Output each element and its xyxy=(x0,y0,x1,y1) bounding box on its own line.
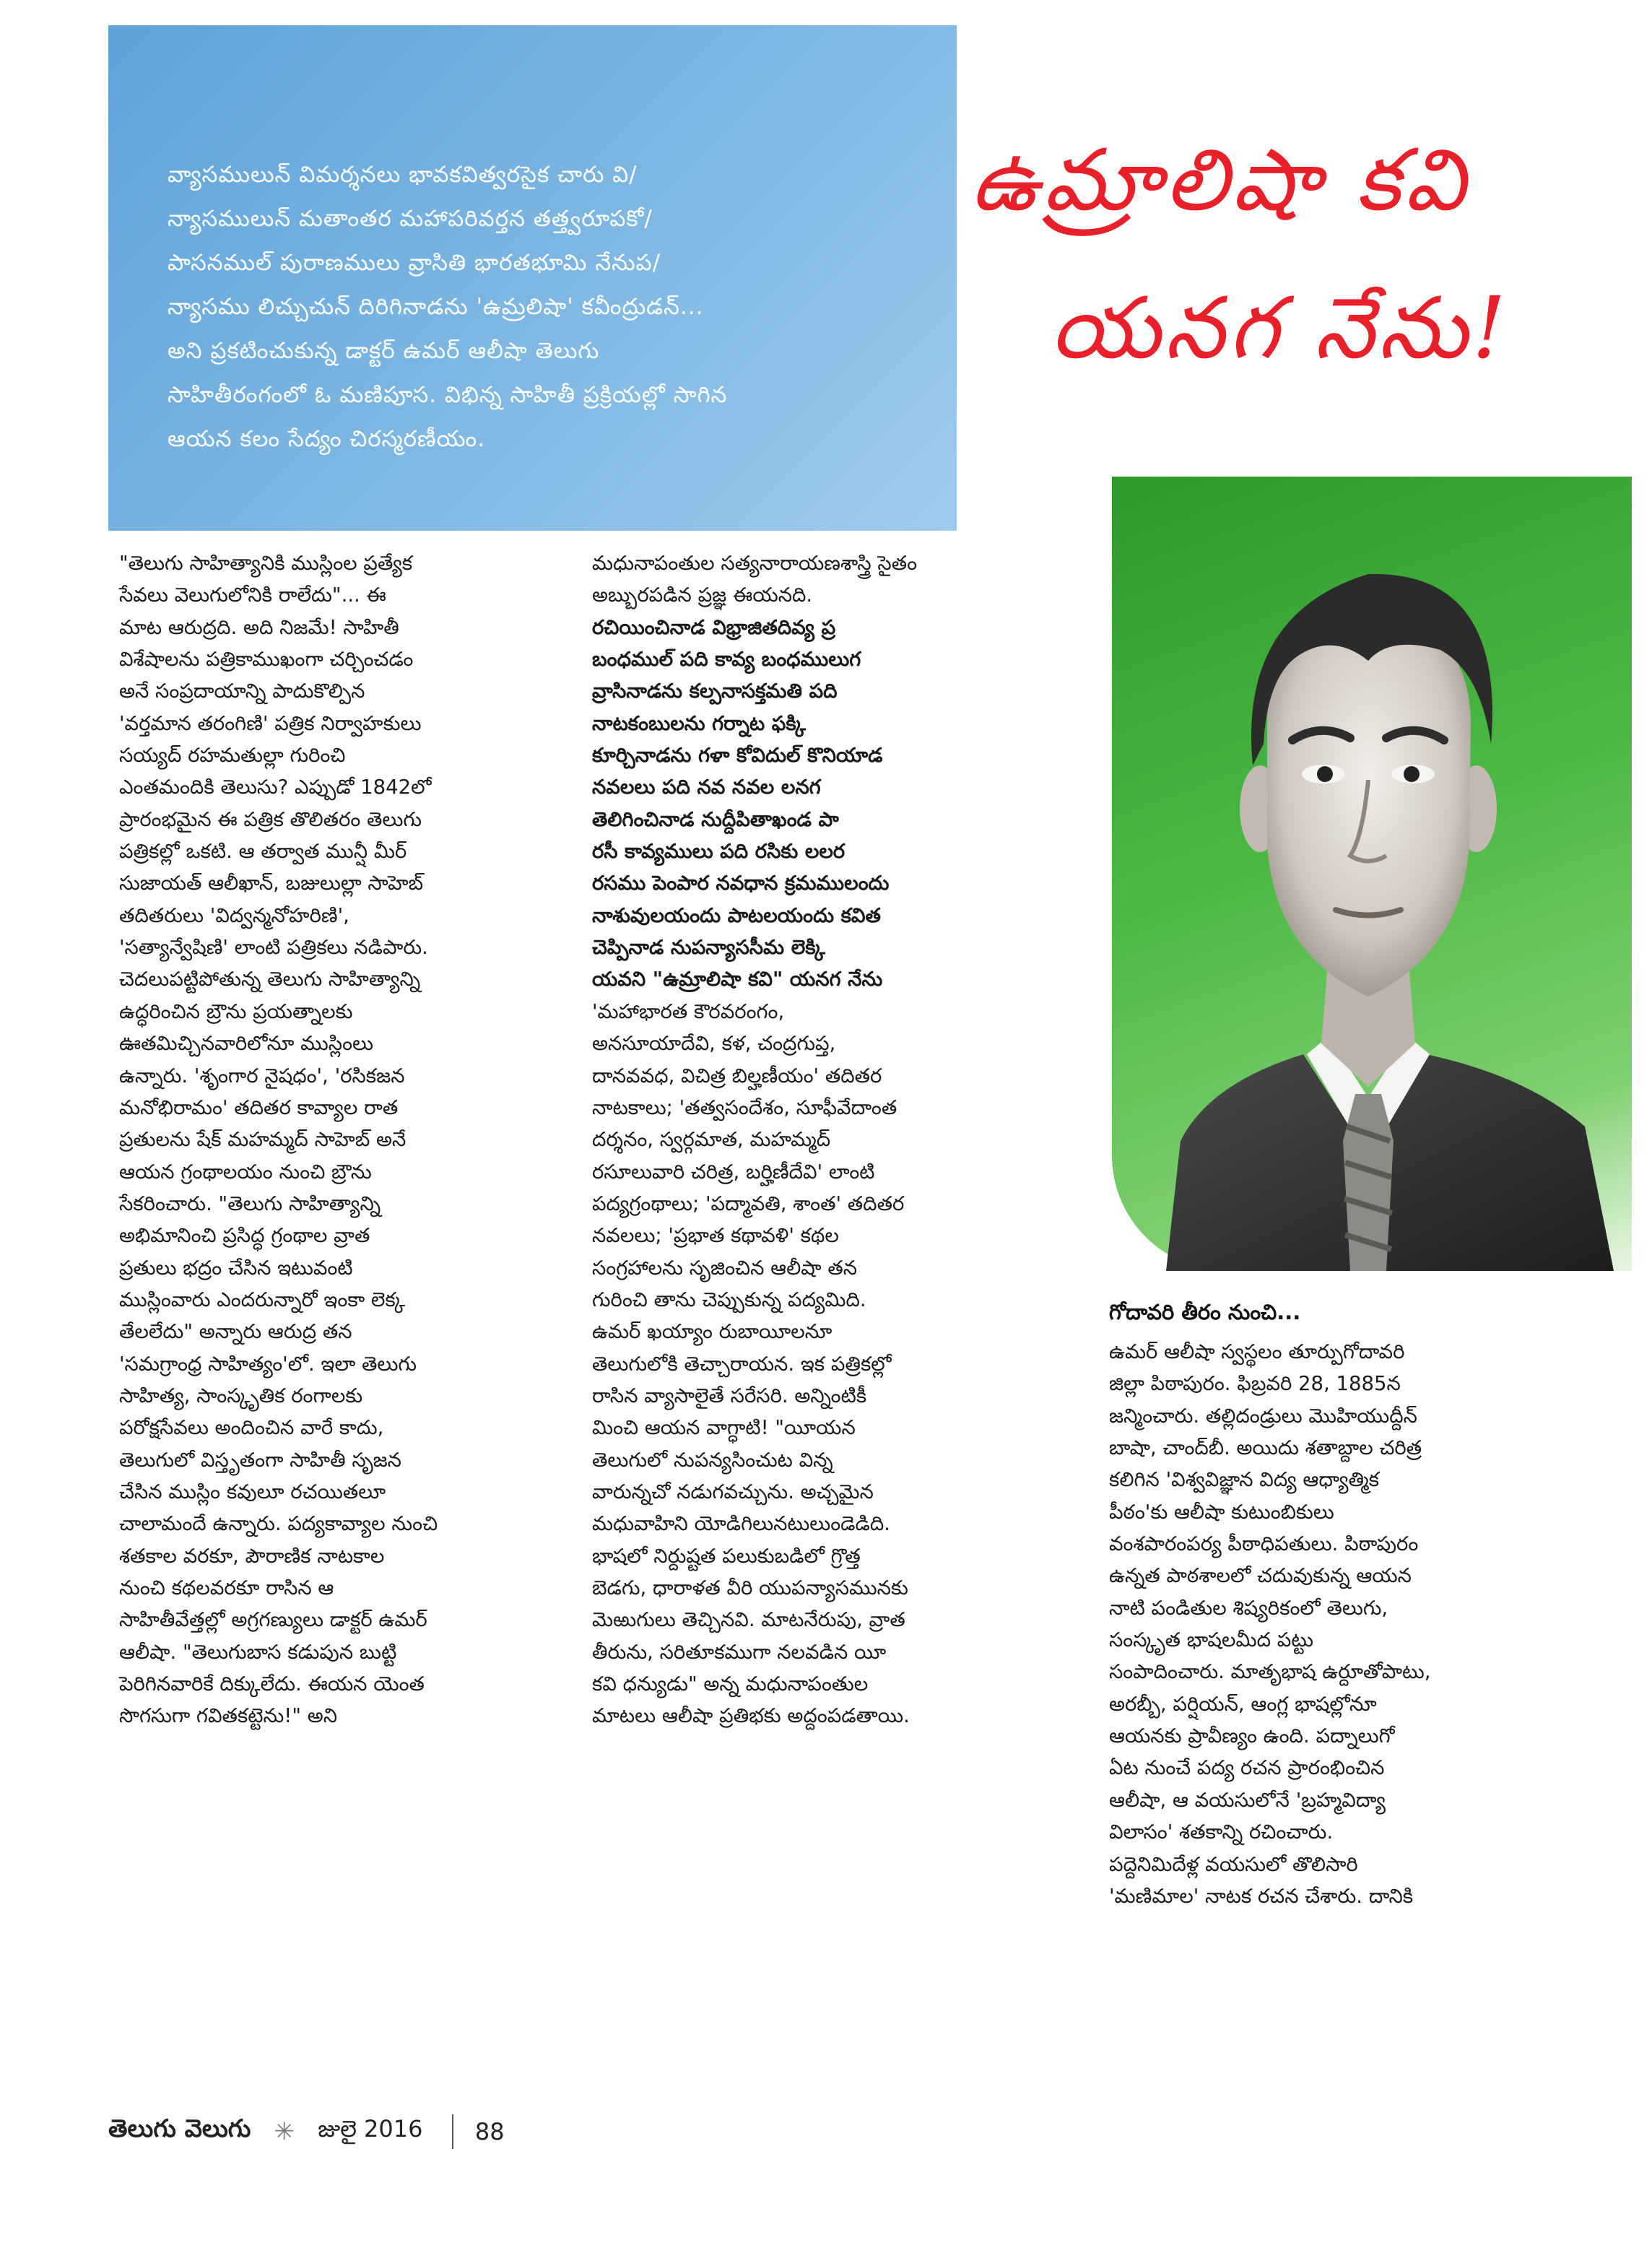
verse-line: కూర్చినాడను గళా కోవిదుల్ కొనియాడ xyxy=(592,744,883,768)
body-line: పెరిగినవారికే దిక్కులేదు. ఈయన యెంత xyxy=(119,1672,425,1696)
body-line: రాసిన వ్యాసాలైతే సరేసరి. అన్నింటికీ xyxy=(592,1384,867,1407)
body-line: చాలామందే ఉన్నారు. పద్యకావ్యాల నుంచి xyxy=(119,1512,438,1536)
body-line: ఉన్నత పాఠశాలలో చదువుకున్న ఆయన xyxy=(1109,1564,1412,1588)
body-line: తదితరులు 'విద్వన్మనోహరిణి', xyxy=(119,903,349,927)
body-line: 'మహాభారత కౌరవరంగం, xyxy=(592,999,785,1023)
body-line: ఏట నుంచే పద్య రచన ప్రారంభించిన xyxy=(1109,1756,1385,1780)
body-line: "తెలుగు సాహిత్యానికి ముస్లింల ప్రత్యేక xyxy=(119,552,413,575)
verse-line: నాశువులయందు పాటలయందు కవిత xyxy=(592,903,881,927)
verse-line: బంధముల్ పది కావ్య బంధములుగ xyxy=(592,648,861,672)
portrait-illustration xyxy=(1152,505,1621,1271)
body-line: మించి ఆయన వాగ్ధాటి! "యీయన xyxy=(592,1416,856,1440)
body-line: పత్రికల్లో ఒకటి. ఆ తర్వాత మున్షీ మీర్ xyxy=(119,840,407,864)
body-line: వంశపారంపర్య పీఠాధిపతులు. పిఠాపురం xyxy=(1109,1532,1419,1556)
body-line: బాషా, చాంద్‌బీ. అయిదు శతాబ్దాల చరిత్ర xyxy=(1109,1436,1422,1460)
footer-divider xyxy=(452,2114,453,2149)
body-line: వారున్నచో నడుగవచ్చును. అచ్చమైన xyxy=(592,1480,874,1503)
body-line: రసూలువారి చరిత్ర, బర్హిణీదేవి' లాంటి xyxy=(592,1160,875,1184)
intro-line: న్యాసము లిచ్చుచున్ దిరిగినాడను 'ఉమ్రలిషా' కవీంద్రుడన్... xyxy=(168,294,704,320)
intro-line: వ్యాసములున్ విమర్శనలు భావకవిత్వరసైక చారు వి/ xyxy=(168,162,638,188)
body-line: పీఠం'కు ఆలీషా కుటుంబికులు xyxy=(1109,1500,1334,1524)
intro-line: న్యాసములున్ మతాంతర మహాపరివర్తన తత్త్వరూపకో/ xyxy=(168,206,653,232)
body-line: నాటకాలు; 'తత్వసందేశం, సూఫీవేదాంత xyxy=(592,1095,897,1119)
body-line: మధువాహిని యోడిగిలునటులుండెడిది. xyxy=(592,1512,891,1536)
column-3 xyxy=(1109,1336,1560,1912)
body-line: అభిమానించి ప్రసిద్ధ గ్రంథాల వ్రాత xyxy=(119,1224,370,1248)
star-icon: ✳ xyxy=(274,2117,295,2146)
section-heading: గోదావరి తీరం నుంచి... xyxy=(1109,1300,1301,1324)
body-line: శతకాల వరకూ, పౌరాణిక నాటకాల xyxy=(119,1544,385,1568)
title-line-1: ఉమ్రాలిషా కవి xyxy=(971,130,1470,230)
body-line: గురించి తాను చెప్పుకున్న పద్యమిది. xyxy=(592,1288,866,1311)
body-line: నవలలు; 'ప్రభాత కథావళి' కథల xyxy=(592,1224,839,1248)
body-line: ఆలీషా, ఆ వయసులోనే 'బ్రహ్మవిద్యా xyxy=(1109,1788,1386,1812)
body-line: ప్రారంభమైన ఈ పత్రిక తొలితరం తెలుగు xyxy=(119,807,422,831)
body-line: ముస్లింవారు ఎందరున్నారో ఇంకా లెక్క xyxy=(119,1288,406,1311)
body-line: అబ్బురపడిన ప్రజ్ఞ ఈయనది. xyxy=(592,583,813,607)
verse-line: తెలిగించినాడ నుద్దీపితాఖండ పా xyxy=(592,807,839,831)
body-line: మెఱుగులు తెచ్చినవి. మాటనేరుపు, వ్రాత xyxy=(592,1608,905,1632)
body-line: సాహిత్య, సాంస్కృతిక రంగాలకు xyxy=(119,1384,363,1407)
body-line: దర్శనం, స్వర్గమాత, మహమ్మద్ xyxy=(592,1128,831,1152)
article-title xyxy=(971,130,1621,448)
verse-line: రచియించినాడ విభ్రాజితదివ్య ప్ర xyxy=(592,615,836,639)
body-line: మధునాపంతుల సత్యనారాయణశాస్త్రి సైతం xyxy=(592,552,918,575)
title-line-2: యనగ నేను! xyxy=(1051,278,1510,378)
body-line: తెలుగులో నుపన్యసించుట విన్న xyxy=(592,1448,833,1472)
body-line: ఎంతమందికి తెలుసు? ఎప్పుడో 1842లో xyxy=(119,776,432,799)
body-line: బెడగు, ధారాళత వీరి యుపన్యాసమునకు xyxy=(592,1576,908,1599)
body-line: ప్రతులు భద్రం చేసిన ఇటువంటి xyxy=(119,1256,353,1280)
body-line: ఊతమిచ్చినవారిలోనూ ముస్లింలు xyxy=(119,1032,374,1056)
body-line: ఉమర్ ఆలీషా స్వస్థలం తూర్పుగోదావరి xyxy=(1109,1340,1405,1363)
body-line: ఆలీషా. "తెలుగుబాస కడుపున బుట్టి xyxy=(119,1640,397,1664)
body-line: 'వర్తమాన తరంగిణి' పత్రిక నిర్వాహకులు xyxy=(119,711,422,735)
body-line: తెలుగులోకి తెచ్చారాయన. ఇక పత్రికల్లో xyxy=(592,1352,892,1376)
verse-line: వ్రాసినాడను కల్పనాసక్తమతి పది xyxy=(592,680,838,703)
page-number: 88 xyxy=(474,2118,505,2145)
body-line: విలాసం' శతకాన్ని రచించారు. xyxy=(1109,1820,1334,1844)
body-line: 'మణిమాల' నాటక రచన చేశారు. దానికి xyxy=(1109,1884,1414,1908)
column-2 xyxy=(592,547,1083,1732)
body-line: పద్యగ్రంథాలు; 'పద్మావతి, శాంత' తదితర xyxy=(592,1191,905,1215)
intro-line: సాహితీరంగంలో ఓ మణిపూస. విభిన్న సాహితీ ప్రక్రియల్లో సాగిన xyxy=(168,382,728,408)
body-line: తెలుగులో విస్తృతంగా సాహితీ సృజన xyxy=(119,1448,401,1472)
body-line: మనోభిరామం' తదితర కావ్యాల రాత xyxy=(119,1095,399,1119)
body-line: ప్రతులను షేక్ మహమ్మద్ సాహెబ్ అనే xyxy=(119,1128,407,1152)
body-line: ఉన్నారు. 'శృంగార నైషధం', 'రసికజన xyxy=(119,1064,405,1088)
body-line: సయ్యద్ రహమతుల్లా గురించి xyxy=(119,744,346,768)
body-line: సేవలు వెలుగులోనికి రాలేదు"... ఈ xyxy=(119,583,386,607)
verse-line: నవలలు పది నవ నవల లనగ xyxy=(592,776,821,799)
verse-line: రసము పెంపార నవధాన క్రమములందు xyxy=(592,872,890,895)
body-line: పరోక్షసేవలు అందించిన వారే కాదు, xyxy=(119,1416,384,1440)
body-line: ఆయనకు ప్రావీణ్యం ఉంది. పద్నాలుగో xyxy=(1109,1724,1395,1748)
body-line: అరబ్బీ, పర్షియన్, ఆంగ్ల భాషల్లోనూ xyxy=(1109,1692,1377,1716)
body-line: జిల్లా పిఠాపురం. ఫిబ్రవరి 28, 1885న xyxy=(1109,1372,1401,1396)
body-line: భాషలో నిర్దుష్టత పలుకుబడిలో గ్రొత్త xyxy=(592,1544,861,1568)
body-line: చెదలుపట్టిపోతున్న తెలుగు సాహిత్యాన్ని xyxy=(119,968,421,991)
body-line: ఉద్ధరించిన బ్రౌను ప్రయత్నాలకు xyxy=(119,999,353,1023)
body-line: సొగసుగా గవితకట్టెను!" అని xyxy=(119,1704,338,1728)
body-line: కవి ధన్యుడు" అన్న మధునాపంతుల xyxy=(592,1672,869,1696)
verse-line: నాటకంబులను గర్నాట ఫక్కి xyxy=(592,711,806,735)
verse-line: యవని "ఉమ్రాలిషా కవి" యనగ నేను xyxy=(592,968,883,991)
body-line: చేసిన ముస్లిం కవులూ రచయితలూ xyxy=(119,1480,386,1503)
body-line: ఆయన గ్రంథాలయం నుంచి బ్రౌను xyxy=(119,1160,372,1184)
body-line: సంగ్రహాలను సృజించిన ఆలీషా తన xyxy=(592,1256,858,1280)
body-line: కలిగిన 'విశ్వవిజ్ఞాన విద్య ఆధ్యాత్మిక xyxy=(1109,1468,1379,1492)
intro-line: పాసనముల్ పురాణములు వ్రాసితి భారతభూమి నేనుప/ xyxy=(168,250,661,276)
body-line: మాట ఆరుద్రది. అది నిజమే! సాహితీ xyxy=(119,615,399,639)
intro-text xyxy=(168,153,940,461)
body-line: విశేషాలను పత్రికాముఖంగా చర్చించడం xyxy=(119,648,414,672)
body-line: ఉమర్ ఖయ్యాం రుబాయీలనూ xyxy=(592,1320,832,1344)
verse-line: చెప్పినాడ నుపన్యాససీమ లెక్కి xyxy=(592,936,825,960)
body-line: అనే సంప్రదాయాన్ని పాదుకొల్పిన xyxy=(119,680,365,703)
verse-line: రసీ కావ్యములు పది రసికు లలర xyxy=(592,840,845,864)
column-1 xyxy=(119,547,588,1732)
body-line: సంస్కృత భాషలమీద పట్టు xyxy=(1109,1628,1314,1652)
body-line: నాటి పండితుల శిష్యరికంలో తెలుగు, xyxy=(1109,1596,1388,1620)
body-line: మాటలు ఆలీషా ప్రతిభకు అద్దంపడతాయి. xyxy=(592,1704,910,1728)
body-line: జన్మించారు. తల్లిదండ్రులు మొహియుద్దీన్ xyxy=(1109,1404,1417,1428)
body-line: సేకరించారు. "తెలుగు సాహిత్యాన్ని xyxy=(119,1191,381,1215)
intro-line: ఆయన కలం సేద్యం చిరస్మరణీయం. xyxy=(168,426,486,452)
body-line: తేలలేదు" అన్నారు ఆరుద్ర తన xyxy=(119,1320,352,1344)
body-line: నుంచి కథలవరకూ రాసిన ఆ xyxy=(119,1576,334,1599)
body-line: 'సమగ్రాంధ్ర సాహిత్యం'లో. ఇలా తెలుగు xyxy=(119,1352,417,1376)
body-line: దానవవధ, విచిత్ర బిల్హణీయం' తదితర xyxy=(592,1064,882,1088)
intro-line: అని ప్రకటించుకున్న డాక్టర్ ఉమర్ ఆలీషా తెలుగు xyxy=(168,338,600,364)
magazine-name: తెలుగు వెలుగు xyxy=(108,2114,251,2143)
body-line: పద్దెనిమిదేళ్ల వయసులో తొలిసారి xyxy=(1109,1852,1358,1876)
body-line: సాహితీవేత్తల్లో అగ్రగణ్యులు డాక్టర్ ఉమర్ xyxy=(119,1608,427,1632)
body-line: సంపాదించారు. మాతృభాష ఉర్దూతోపాటు, xyxy=(1109,1660,1431,1684)
issue-date: జులై 2016 xyxy=(318,2115,423,2143)
page-footer xyxy=(108,2114,505,2149)
body-line: తీరును, సరితూకముగా నలవడిన యీ xyxy=(592,1640,887,1664)
body-line: అనసూయాదేవి, కళ, చంద్రగుప్త, xyxy=(592,1032,836,1056)
body-line: 'సత్యాన్వేషిణి' లాంటి పత్రికలు నడిపారు. xyxy=(119,936,428,960)
body-line: సుజాయత్ ఆలీఖాన్, బజులుల్లా సాహెబ్ xyxy=(119,872,424,895)
